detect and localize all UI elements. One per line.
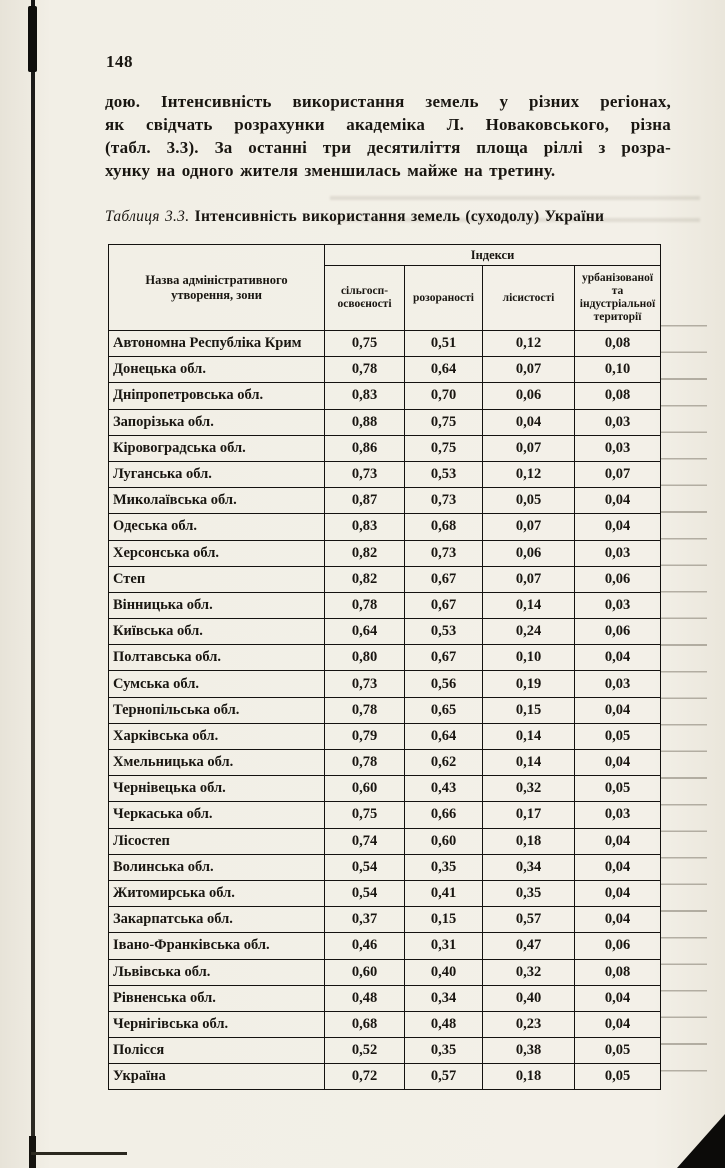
index-value-cell: 0,04 [575, 854, 661, 880]
index-value-cell: 0,04 [575, 985, 661, 1011]
index-value-cell: 0,04 [575, 750, 661, 776]
table-row [109, 357, 661, 383]
index-value-cell: 0,03 [575, 802, 661, 828]
index-value-cell: 0,73 [405, 540, 483, 566]
region-name-cell: Україна [109, 1064, 325, 1090]
region-name-cell: Чернігівська обл. [109, 1011, 325, 1037]
region-name-cell: Житомирська обл. [109, 880, 325, 906]
table-row [109, 828, 661, 854]
index-value-cell: 0,57 [405, 1064, 483, 1090]
region-name-cell: Луганська обл. [109, 461, 325, 487]
table-row [109, 671, 661, 697]
table-row [109, 645, 661, 671]
index-value-cell: 0,80 [325, 645, 405, 671]
paragraph-line: (табл. 3.3). За останні три десятиліття площа ріллі з розра- [105, 138, 671, 157]
index-value-cell: 0,32 [483, 959, 575, 985]
index-value-cell: 0,79 [325, 723, 405, 749]
index-value-cell: 0,60 [325, 776, 405, 802]
index-value-cell: 0,14 [483, 723, 575, 749]
index-value-cell: 0,66 [405, 802, 483, 828]
index-value-cell: 0,14 [483, 592, 575, 618]
region-name-cell: Львівська обл. [109, 959, 325, 985]
region-name-cell: Закарпатська обл. [109, 907, 325, 933]
index-value-cell: 0,43 [405, 776, 483, 802]
table-row [109, 435, 661, 461]
index-value-cell: 0,05 [575, 776, 661, 802]
index-value-cell: 0,04 [575, 645, 661, 671]
index-value-cell: 0,78 [325, 357, 405, 383]
index-value-cell: 0,48 [405, 1011, 483, 1037]
region-name-cell: Тернопільська обл. [109, 697, 325, 723]
index-value-cell: 0,67 [405, 592, 483, 618]
spine-top-mark [28, 6, 37, 72]
index-value-cell: 0,75 [325, 802, 405, 828]
index-value-cell: 0,74 [325, 828, 405, 854]
region-name-cell: Степ [109, 566, 325, 592]
index-value-cell: 0,12 [483, 461, 575, 487]
index-value-cell: 0,57 [483, 907, 575, 933]
index-value-cell: 0,35 [483, 880, 575, 906]
index-value-cell: 0,35 [405, 854, 483, 880]
page-corner-shadow [677, 1114, 725, 1168]
region-name-cell: Івано-Франківська обл. [109, 933, 325, 959]
index-value-cell: 0,47 [483, 933, 575, 959]
column-header: лісистості [483, 266, 575, 331]
table-body [109, 331, 661, 1090]
table-row [109, 331, 661, 357]
index-value-cell: 0,83 [325, 383, 405, 409]
index-value-cell: 0,08 [575, 331, 661, 357]
index-value-cell: 0,07 [483, 357, 575, 383]
table-caption-label: Таблиця 3.3. [105, 208, 190, 225]
table-row [109, 985, 661, 1011]
region-name-cell: Донецька обл. [109, 357, 325, 383]
region-name-cell: Полтавська обл. [109, 645, 325, 671]
index-value-cell: 0,88 [325, 409, 405, 435]
index-value-cell: 0,04 [575, 828, 661, 854]
index-value-cell: 0,78 [325, 592, 405, 618]
index-value-cell: 0,70 [405, 383, 483, 409]
table-row [109, 697, 661, 723]
table-row [109, 750, 661, 776]
index-value-cell: 0,03 [575, 671, 661, 697]
page-number: 148 [106, 52, 133, 71]
table-caption-title: Інтенсивність використання земель (суходолу) України [194, 208, 605, 225]
table-row [109, 514, 661, 540]
index-value-cell: 0,46 [325, 933, 405, 959]
region-name-cell: Черкаська обл. [109, 802, 325, 828]
region-name-cell: Миколаївська обл. [109, 488, 325, 514]
region-column-header: Назва адміністративного утворення, зони [109, 245, 325, 331]
index-value-cell: 0,73 [405, 488, 483, 514]
table-row [109, 959, 661, 985]
index-value-cell: 0,19 [483, 671, 575, 697]
index-value-cell: 0,10 [575, 357, 661, 383]
index-value-cell: 0,06 [483, 540, 575, 566]
column-header: розораності [405, 266, 483, 331]
paragraph-line: як свідчать розрахунки академіка Л. Новаковського, різна [105, 115, 671, 134]
index-value-cell: 0,18 [483, 828, 575, 854]
table-row [109, 619, 661, 645]
index-value-cell: 0,18 [483, 1064, 575, 1090]
index-value-cell: 0,04 [575, 907, 661, 933]
index-value-cell: 0,67 [405, 566, 483, 592]
index-value-cell: 0,31 [405, 933, 483, 959]
region-name-cell: Запорізька обл. [109, 409, 325, 435]
region-name-cell: Автономна Республіка Крим [109, 331, 325, 357]
group-header-row [109, 245, 661, 266]
index-value-cell: 0,04 [575, 1011, 661, 1037]
index-value-cell: 0,05 [575, 723, 661, 749]
region-name-cell: Рівненська обл. [109, 985, 325, 1011]
index-value-cell: 0,40 [405, 959, 483, 985]
table-row [109, 723, 661, 749]
index-value-cell: 0,03 [575, 540, 661, 566]
index-value-cell: 0,78 [325, 750, 405, 776]
land-use-table [108, 244, 661, 1090]
index-value-cell: 0,62 [405, 750, 483, 776]
index-value-cell: 0,07 [575, 461, 661, 487]
region-name-cell: Кіровоградська обл. [109, 435, 325, 461]
table-row [109, 566, 661, 592]
index-value-cell: 0,73 [325, 461, 405, 487]
table-row [109, 409, 661, 435]
index-value-cell: 0,60 [325, 959, 405, 985]
paragraph-line: дою. Інтенсивність використання земель у різних регіонах, [105, 92, 671, 111]
index-value-cell: 0,68 [405, 514, 483, 540]
region-name-cell: Лісостеп [109, 828, 325, 854]
region-name-cell: Хмельницька обл. [109, 750, 325, 776]
table-row [109, 592, 661, 618]
region-name-cell: Одеська обл. [109, 514, 325, 540]
table-row [109, 802, 661, 828]
region-name-cell: Херсонська обл. [109, 540, 325, 566]
index-value-cell: 0,04 [575, 880, 661, 906]
region-name-cell: Дніпропетровська обл. [109, 383, 325, 409]
index-value-cell: 0,54 [325, 854, 405, 880]
index-value-cell: 0,86 [325, 435, 405, 461]
index-value-cell: 0,10 [483, 645, 575, 671]
index-value-cell: 0,64 [325, 619, 405, 645]
index-value-cell: 0,75 [325, 331, 405, 357]
table-row [109, 461, 661, 487]
index-value-cell: 0,04 [575, 488, 661, 514]
index-value-cell: 0,40 [483, 985, 575, 1011]
index-value-cell: 0,17 [483, 802, 575, 828]
index-value-cell: 0,51 [405, 331, 483, 357]
index-value-cell: 0,73 [325, 671, 405, 697]
land-use-table-wrap [108, 244, 661, 1090]
index-value-cell: 0,23 [483, 1011, 575, 1037]
index-value-cell: 0,03 [575, 409, 661, 435]
index-value-cell: 0,67 [405, 645, 483, 671]
table-row [109, 1064, 661, 1090]
index-value-cell: 0,08 [575, 959, 661, 985]
table-row [109, 776, 661, 802]
index-value-cell: 0,53 [405, 461, 483, 487]
book-spine-shadow [31, 0, 35, 1168]
table-row [109, 1011, 661, 1037]
index-value-cell: 0,52 [325, 1038, 405, 1064]
index-value-cell: 0,64 [405, 357, 483, 383]
table-row [109, 880, 661, 906]
index-value-cell: 0,32 [483, 776, 575, 802]
index-value-cell: 0,75 [405, 435, 483, 461]
index-value-cell: 0,54 [325, 880, 405, 906]
index-value-cell: 0,15 [483, 697, 575, 723]
column-header: сільгосп- освоєності [325, 266, 405, 331]
column-header: урбанізованої та індустріальної території [575, 266, 661, 331]
index-value-cell: 0,06 [483, 383, 575, 409]
index-value-cell: 0,24 [483, 619, 575, 645]
index-value-cell: 0,04 [575, 697, 661, 723]
index-value-cell: 0,05 [575, 1038, 661, 1064]
index-value-cell: 0,60 [405, 828, 483, 854]
table-caption [105, 208, 604, 226]
index-value-cell: 0,65 [405, 697, 483, 723]
index-value-cell: 0,82 [325, 566, 405, 592]
index-value-cell: 0,48 [325, 985, 405, 1011]
bleedthrough-table-lines [661, 300, 707, 1086]
region-name-cell: Волинська обл. [109, 854, 325, 880]
index-value-cell: 0,03 [575, 435, 661, 461]
index-value-cell: 0,03 [575, 592, 661, 618]
index-value-cell: 0,06 [575, 933, 661, 959]
index-value-cell: 0,07 [483, 566, 575, 592]
intro-paragraph [105, 90, 671, 182]
index-value-cell: 0,53 [405, 619, 483, 645]
index-value-cell: 0,04 [575, 514, 661, 540]
index-value-cell: 0,64 [405, 723, 483, 749]
index-value-cell: 0,68 [325, 1011, 405, 1037]
index-value-cell: 0,83 [325, 514, 405, 540]
index-value-cell: 0,82 [325, 540, 405, 566]
index-value-cell: 0,35 [405, 1038, 483, 1064]
index-value-cell: 0,12 [483, 331, 575, 357]
region-name-cell: Київська обл. [109, 619, 325, 645]
table-row [109, 383, 661, 409]
region-name-cell: Харківська обл. [109, 723, 325, 749]
table-row [109, 488, 661, 514]
index-value-cell: 0,05 [483, 488, 575, 514]
region-name-cell: Полісся [109, 1038, 325, 1064]
table-row [109, 907, 661, 933]
region-name-cell: Вінницька обл. [109, 592, 325, 618]
index-value-cell: 0,04 [483, 409, 575, 435]
index-value-cell: 0,14 [483, 750, 575, 776]
index-value-cell: 0,72 [325, 1064, 405, 1090]
region-name-cell: Чернівецька обл. [109, 776, 325, 802]
table-row [109, 854, 661, 880]
paragraph-line: хунку на одного жителя зменшилась майже на третину. [105, 161, 556, 180]
index-value-cell: 0,41 [405, 880, 483, 906]
index-value-cell: 0,07 [483, 435, 575, 461]
region-name-cell: Сумська обл. [109, 671, 325, 697]
page-bottom-edge-mark [31, 1152, 127, 1155]
index-value-cell: 0,34 [483, 854, 575, 880]
index-value-cell: 0,75 [405, 409, 483, 435]
table-row [109, 540, 661, 566]
index-value-cell: 0,34 [405, 985, 483, 1011]
index-value-cell: 0,07 [483, 514, 575, 540]
index-value-cell: 0,06 [575, 619, 661, 645]
index-value-cell: 0,15 [405, 907, 483, 933]
index-value-cell: 0,78 [325, 697, 405, 723]
index-value-cell: 0,38 [483, 1038, 575, 1064]
table-row [109, 1038, 661, 1064]
index-value-cell: 0,56 [405, 671, 483, 697]
index-value-cell: 0,87 [325, 488, 405, 514]
index-value-cell: 0,05 [575, 1064, 661, 1090]
indices-group-header: Індекси [325, 245, 661, 266]
index-value-cell: 0,06 [575, 566, 661, 592]
table-row [109, 933, 661, 959]
index-value-cell: 0,37 [325, 907, 405, 933]
index-value-cell: 0,08 [575, 383, 661, 409]
